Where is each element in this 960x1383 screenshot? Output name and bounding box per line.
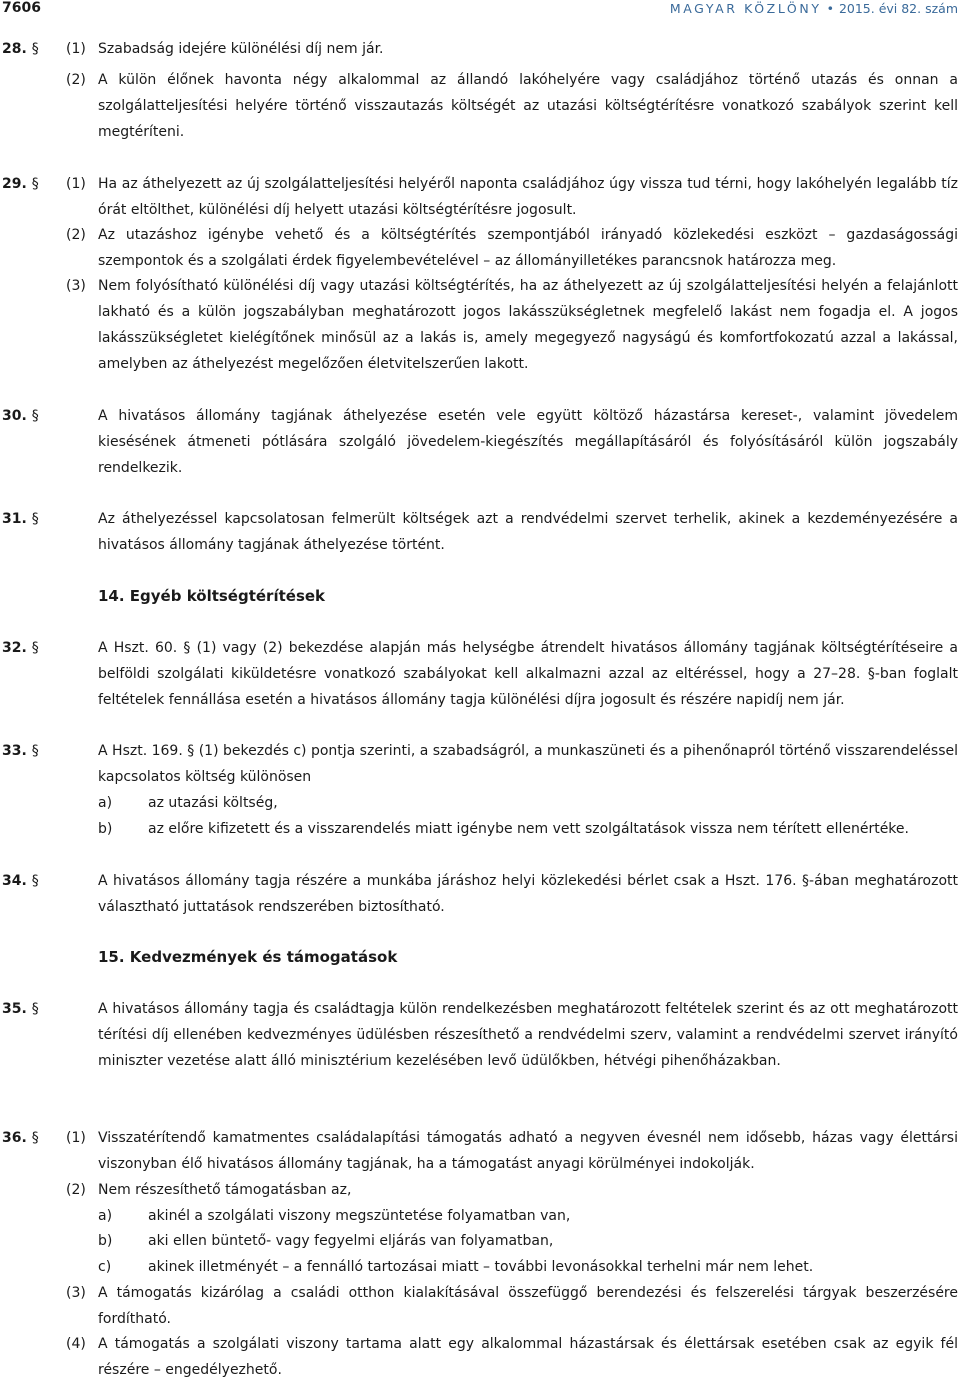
paragraph-text: A hivatásos állomány tagja részére a munkába járáshoz helyi közlekedési bérlet csak a Hszt. 176. §-ában meghatározott választható juttatások rendszerében biztosítható. (98, 873, 958, 915)
paragraph-text: A támogatás a szolgálati viszony tartama alatt egy alkalommal házastársak és élettársak esetében csak az egyik fél részére – engedélyezhető. (98, 1336, 958, 1378)
section-number: 34. § (2, 873, 39, 889)
paragraph-marker: (2) (66, 72, 86, 88)
section-number: 33. § (2, 743, 39, 759)
section-number: 31. § (2, 511, 39, 527)
paragraph-text: A hivatásos állomány tagjának áthelyezése esetén vele együtt költöző házastársa kereset-, valamint jövedelem kiesésének átmeneti pótlására szolgáló jövedelem-kiegészítés megállapításáról és folyósításáról külön jogszabály rendelkezik. (98, 408, 958, 476)
list-marker: a) (98, 1208, 113, 1224)
section-heading: 15. Kedvezmények és támogatások (98, 948, 398, 966)
list-item-text: az előre kifizetett és a visszarendelés miatt igénybe nem vett szolgáltatások vissza nem térített ellenértéke. (148, 821, 909, 837)
section-number: 29. § (2, 176, 39, 192)
paragraph-marker: (3) (66, 1285, 86, 1301)
paragraph-text: Ha az áthelyezett az új szolgálatteljesítési helyéről naponta családjához úgy vissza tud térni, hogy lakóhelyén legalább tíz órát eltölthet, különélési díj helyett utazási költségtérítésre jogosult. (98, 176, 958, 218)
section-number: 36. § (2, 1130, 39, 1146)
paragraph-text: Az áthelyezéssel kapcsolatosan felmerült költségek azt a rendvédelmi szervet terhelik, akinek a kezdeményezésére a hivatásos állomány tagjának áthelyezése történt. (98, 511, 958, 553)
section-number: 28. § (2, 41, 39, 57)
list-marker: b) (98, 821, 113, 837)
section-number: 30. § (2, 408, 39, 424)
section-number: 35. § (2, 1001, 39, 1017)
running-header (670, 1, 958, 16)
paragraph-text: Az utazáshoz igénybe vehető és a költségtérítés szempontjából irányadó közlekedési eszközt – gazdaságossági szempontok és a szolgálati érdek figyelembevételével – az állományilletékes parancsnok határozza meg. (98, 227, 958, 269)
paragraph-marker: (4) (66, 1336, 86, 1352)
paragraph-text: A támogatás kizárólag a családi otthon kialakításával összefüggő berendezési és felszerelési tárgyak beszerzésére fordítható. (98, 1285, 958, 1327)
section-number: 32. § (2, 640, 39, 656)
paragraph-text: A külön élőnek havonta négy alkalommal az állandó lakóhelyére vagy családjához történő utazás és onnan a szolgálatteljesítési helyére történő visszautazás költségét az utazási költségtérítésre vonatkozó szabályok szerint kell megtéríteni. (98, 72, 958, 140)
paragraph-marker: (3) (66, 278, 86, 294)
issue-label: 2015. évi 82. szám (838, 1, 958, 16)
list-marker: b) (98, 1233, 113, 1249)
page-header (0, 0, 960, 24)
paragraph-text: A hivatásos állomány tagja és családtagja külön rendelkezésben meghatározott feltételek szerint és az ott meghatározott térítési díj ellenében kedvezményes üdülésben részesíthető a rendvédelmi szerv, valamint a rendvédelmi szervet irányító miniszter vezetése alatt álló minisztérium kezelésében levő üdülőkben, hétvégi pihenőházakban. (98, 1001, 958, 1069)
paragraph-text: Visszatérítendő kamatmentes családalapítási támogatás adható a negyven évesnél nem idősebb, házas vagy élettársi viszonyban élő hivatásos állomány tagjának, ha a támogatást anyagi körülményei indokolják. (98, 1130, 958, 1172)
list-item-text: az utazási költség, (148, 795, 278, 811)
paragraph-text: Nem részesíthető támogatásban az, (98, 1182, 352, 1198)
paragraph-text: Szabadság idejére különélési díj nem jár. (98, 41, 384, 57)
paragraph-text: A Hszt. 169. § (1) bekezdés c) pontja szerinti, a szabadságról, a munkaszüneti és a pihenőnapról történő visszarendeléssel kapcsolatos költség különösen (98, 743, 958, 785)
header-separator: • (826, 1, 834, 16)
page-number: 7606 (2, 0, 41, 16)
paragraph-marker: (1) (66, 41, 86, 57)
list-item-text: akinél a szolgálati viszony megszüntetése folyamatban van, (148, 1208, 571, 1224)
list-marker: c) (98, 1259, 112, 1275)
paragraph-marker: (1) (66, 1130, 86, 1146)
journal-title: MAGYAR KÖZLÖNY (669, 1, 822, 16)
list-item-text: akinek illetményét – a fennálló tartozásai miatt – további levonásokkal terhelni már nem lehet. (148, 1259, 814, 1275)
list-marker: a) (98, 795, 113, 811)
section-heading: 14. Egyéb költségtérítések (98, 587, 326, 605)
paragraph-text: A Hszt. 60. § (1) vagy (2) bekezdése alapján más helységbe átrendelt hivatásos állomány tagjának költségtérítéseire a belföldi szolgálati kiküldetésre vonatkozó szabályokat kell alkalmazni azzal az eltéréssel, hogy a 27–28. §-ban foglalt feltételek fennállása esetén a hivatásos állomány tagja különélési díjra jogosult és részére napidíj nem jár. (98, 640, 958, 708)
paragraph-marker: (1) (66, 176, 86, 192)
list-item-text: aki ellen büntető- vagy fegyelmi eljárás van folyamatban, (148, 1233, 554, 1249)
paragraph-marker: (2) (66, 227, 86, 243)
paragraph-marker: (2) (66, 1182, 86, 1198)
paragraph-text: Nem folyósítható különélési díj vagy utazási költségtérítés, ha az áthelyezett az új szolgálatteljesítési helyén a felajánlott lakható és a külön jogszabályban meghatározott jogos lakásszükségletnek megfelelő lakást nem fogadja el. A jogos lakásszükségletet kielégítőnek minősül az a lakás is, amely megegyező nagyságú és komfortfokozatú azzal a lakással, amelyben az áthelyezést megelőzően életvitelszerűen lakott. (98, 278, 958, 372)
